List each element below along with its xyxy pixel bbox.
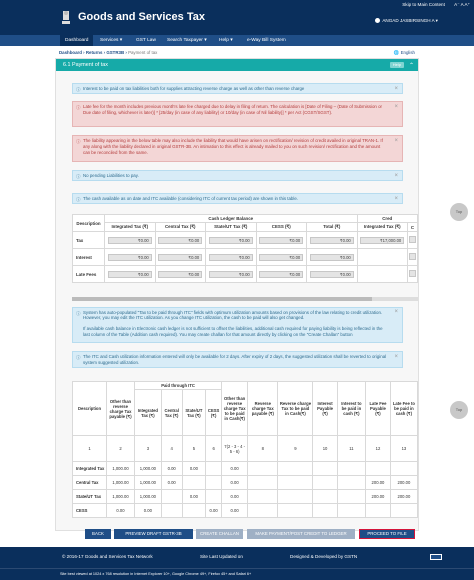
- horizontal-scrollbar[interactable]: [72, 297, 418, 301]
- nav-dashboard[interactable]: Dashboard: [60, 35, 93, 46]
- back-button[interactable]: BACK: [85, 529, 111, 539]
- main-nav: [0, 35, 474, 46]
- col-cash-ledger: Cash Ledger Balance: [105, 215, 358, 223]
- breadcrumb-current: Payment of tax: [128, 50, 158, 55]
- site-title[interactable]: Goods and Services Tax: [78, 11, 205, 23]
- table-row: Integrated Tax 1,000.00 1,000.00 0.00 0.00 0.00: [73, 462, 418, 476]
- breadcrumb-row: [55, 48, 419, 57]
- user-icon: [375, 18, 380, 23]
- table-row: State/UT Tax 1,000.00 1,000.00 0.00 0.00 200.00 200.00: [73, 490, 418, 504]
- nav-help[interactable]: Help ▾: [219, 38, 233, 43]
- info-icon: ⓘ: [76, 87, 81, 92]
- footer-copyright: © 2016-17 Goods and Services Tax Network: [62, 554, 153, 559]
- emblem-icon: [60, 9, 72, 27]
- close-icon[interactable]: ×: [394, 138, 398, 144]
- info-icon: ⓘ: [76, 311, 81, 316]
- table-row: Central Tax 1,000.00 1,000.00 0.00 0.00 200.00 200.00: [73, 476, 418, 490]
- column-number-row: 1 2 3 4 5 6 7(2 - 3 - 4 - 5 - 6) 8 9 10 11 12 13: [73, 436, 418, 462]
- table-row: Tax ₹0.00 ₹0.00 ₹0.00 ₹0.00 ₹0.00 ₹17,000.00: [73, 232, 418, 249]
- alert-auto-populated: ⓘ System has auto-populated "Tax to be paid through ITC" fields with optimum utilization amounts based on provisions of the law relating to credit utilization. However, you may edit the ITC utilization. As you change ITC utilization, the cash to be paid will also get changed. If available cash balance in Electronic cash ledger is not sufficient to offset the liabilities, additional cash required for paying liability is being reflected in the last column of the Table (Addition cash required). You may create challan for that amount directly by clicking on the "Create Challan" button ×: [72, 307, 403, 343]
- font-size-controls[interactable]: A⁻ A A⁺: [454, 2, 470, 7]
- nav-services[interactable]: Services ▾: [100, 38, 123, 43]
- close-icon[interactable]: ×: [394, 86, 398, 92]
- make-payment-button[interactable]: MAKE PAYMENT/POST CREDIT TO LEDGER: [247, 529, 355, 539]
- preview-draft-button[interactable]: PREVIEW DRAFT GSTR-3B: [114, 529, 193, 539]
- col-description: Description: [73, 215, 105, 232]
- nav-search-taxpayer[interactable]: Search Taxpayer ▾: [167, 38, 207, 43]
- alert-no-liability: ⓘ No pending Liabilities to pay. ×: [72, 170, 403, 181]
- nav-eway-bill[interactable]: e-Way Bill System: [247, 38, 286, 43]
- close-icon[interactable]: ×: [394, 354, 398, 360]
- payment-panel: [55, 58, 419, 531]
- warning-icon: ⓘ: [76, 105, 81, 110]
- collapse-icon[interactable]: ⌃: [408, 63, 414, 69]
- gstn-logo: [430, 554, 442, 560]
- breadcrumb[interactable]: Dashboard › Returns › GSTR3B › Payment of tax: [59, 50, 158, 55]
- table-row: CESS 0.00 0.00 0.00 0.00: [73, 504, 418, 518]
- proceed-to-file-button[interactable]: PROCEED TO FILE: [359, 529, 415, 539]
- table-row: Late Fees ₹0.00 ₹0.00 ₹0.00 ₹0.00 ₹0.00: [73, 266, 418, 283]
- user-menu[interactable]: ANGAD JASBIRSINGH A ▾: [375, 18, 438, 24]
- panel-title: 6.1 Payment of tax Help ⌃: [56, 59, 418, 71]
- info-icon: ⓘ: [76, 197, 81, 202]
- header-links: [394, 2, 470, 8]
- close-icon[interactable]: ×: [394, 196, 398, 202]
- footer-updated: Site Last Updated on: [200, 554, 243, 559]
- header-bar: [0, 0, 474, 35]
- footer-designed-by: Designed & Developed by GSTN: [290, 554, 358, 559]
- footer: [0, 547, 474, 568]
- close-icon[interactable]: ×: [394, 309, 398, 315]
- scroll-top-button[interactable]: Top: [450, 401, 468, 419]
- table-row: Interest ₹0.00 ₹0.00 ₹0.00 ₹0.00 ₹0.00: [73, 249, 418, 266]
- close-icon[interactable]: ×: [394, 173, 398, 179]
- col-credit: Cred: [357, 215, 418, 223]
- alert-interest: ⓘ Interest to be paid on tax liabilities both for supplies attracting reverse charge as well as other than reverse charge ×: [72, 83, 403, 94]
- language-select[interactable]: 🌐 English: [393, 50, 415, 55]
- footer-best-viewed: Site best viewed at 1024 x 768 resolution in Internet Explorer 10+, Google Chrome 49+, Firefox 45+ and Safari 6+: [0, 568, 474, 580]
- alert-2-days: ⓘ The ITC and Cash utilization information entered will only be available for 2 days. After expiry of 2 days, the suggested utilization shall be reverted to original system suggested utilization. ×: [72, 351, 403, 368]
- alert-cash-available: ⓘ The cash available as on date and ITC available (considering ITC of current tax period) are shown in this table. ×: [72, 193, 403, 204]
- skip-link[interactable]: Skip to Main Content: [402, 2, 445, 7]
- alert-tran1: ⓘ The liability appearing in the below table may also include the liability that would have arisen on rectification/ revision of credit availed in original TRAN-1. If any along with the liability declared in original GSTR-3B. An intimation to this effect is already mailed to you on such revision/ rectification and the amount can be reconciled from the same. ×: [72, 135, 403, 162]
- alert-late-fee: ⓘ Late fee for the month includes previous month's late fee charged due to delay in filing of return. The calculation is [Date of Filing – (Date of Submission or Due date of filing, whichever is later)] * [25/day (in case of any liability) or 10/day (in case of Nil liability)] * per Act (CGST/SGST). ×: [72, 101, 403, 127]
- cash-ledger-table: Description Cash Ledger Balance Cred Integrated Tax (₹) Central Tax (₹) State/UT Tax (₹) CESS (₹) Total (₹) Integrated Tax (₹) C Tax ₹0.00 ₹0.00 ₹0.00 ₹0.00 ₹0.00 ₹17,000.00 Interest ₹0.00 ₹0.00 ₹0.00 ₹0.00 ₹0.00 Late Fees ₹0.00 ₹0.00 ₹0.00 ₹0.00 ₹0.00: [72, 214, 418, 283]
- info-icon: ⓘ: [76, 355, 81, 360]
- nav-gst-law[interactable]: GST Law: [136, 38, 156, 43]
- info-icon: ⓘ: [76, 174, 81, 179]
- payment-table: Description Other than reverse charge Tax payable (₹) Paid through ITC Other than reverse charge Tax to be paid in Cash(₹) Reverse charge Tax payable (₹) Reverse charge Tax to be paid in Cash(₹) Interest Payable (₹) Interest to be paid in cash (₹) Late Fee Payable (₹) Late Fee to be paid in cash (₹) Integrated Tax (₹) Central Tax (₹) State/UT Tax (₹) CESS (₹) 1 2 3 4 5 6 7(2 - 3 - 4 - 5 - 6) 8 9 10 11 12 13 Integrated Tax 1,000.00 1,000.00 0.00 0.00 0.00 Central Tax 1,000.00 1,000.00 0.00 0.00 200.00 200.00 State/UT Tax 1,000.00 1,000.00 0.00 0.00 200.00 200.00 CESS 0.00 0.00 0.00 0.00: [72, 381, 418, 518]
- warning-icon: ⓘ: [76, 139, 81, 144]
- scroll-top-button[interactable]: Top: [450, 203, 468, 221]
- help-button[interactable]: Help: [390, 62, 404, 68]
- create-challan-button[interactable]: CREATE CHALLAN: [196, 529, 243, 539]
- close-icon[interactable]: ×: [394, 104, 398, 110]
